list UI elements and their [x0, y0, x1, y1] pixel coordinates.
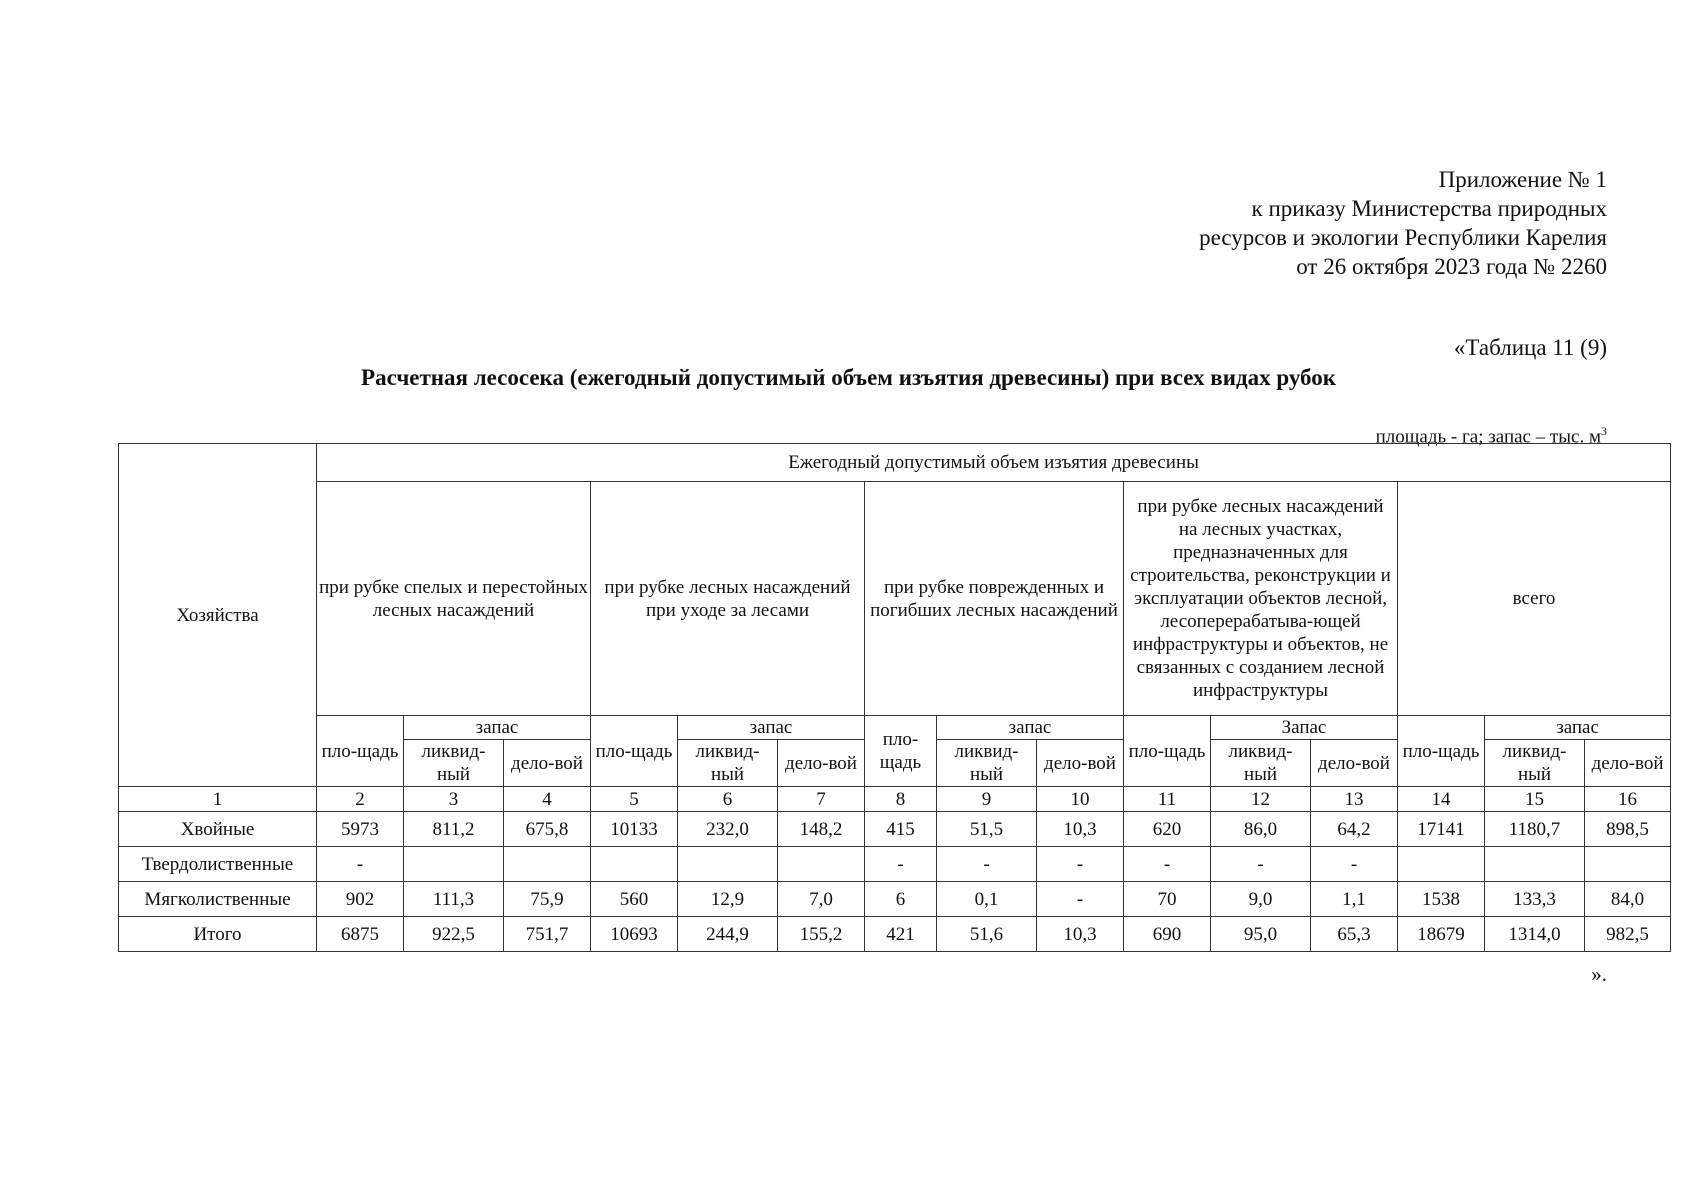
table-cell: [1398, 847, 1485, 882]
table-cell: 1314,0: [1485, 917, 1585, 952]
table-cell: 51,5: [937, 812, 1037, 847]
header-liquid: ликвид-ный: [1211, 740, 1311, 787]
table-cell: [504, 847, 591, 882]
header-area: пло-щадь: [1124, 716, 1211, 787]
column-number: 16: [1585, 787, 1671, 812]
header-liquid: ликвид-ный: [404, 740, 504, 787]
row-label: Хвойные: [119, 812, 317, 847]
header-area: пло-щадь: [1398, 716, 1485, 787]
table-cell: [678, 847, 778, 882]
table-cell: -: [865, 847, 937, 882]
table-cell: 0,1: [937, 882, 1037, 917]
column-number: 9: [937, 787, 1037, 812]
header-group-care: при рубке лесных насаждений при уходе за лесами: [591, 482, 865, 716]
table-row-softwoods: [119, 882, 1671, 917]
table-cell: [1585, 847, 1671, 882]
table-cell: 18679: [1398, 917, 1485, 952]
header-group-mature: при рубке спелых и перестойных лесных насаждений: [317, 482, 591, 716]
table-cell: 675,8: [504, 812, 591, 847]
table-cell: 620: [1124, 812, 1211, 847]
header-row-groups: [119, 482, 1671, 716]
column-number: 6: [678, 787, 778, 812]
column-number: 13: [1311, 787, 1398, 812]
harvest-table: [118, 443, 1671, 952]
table-cell: 65,3: [1311, 917, 1398, 952]
column-number: 12: [1211, 787, 1311, 812]
header-group-construction: при рубке лесных насаждений на лесных участках, предназначенных для строительства, реконструкции и эксплуатации объектов лесной, лесоперерабатыва-ющей инфраструктуры и объектов, не связанных с созданием лесной инфраструктуры: [1124, 482, 1398, 716]
table-cell: 415: [865, 812, 937, 847]
column-number: 1: [119, 787, 317, 812]
table-cell: 70: [1124, 882, 1211, 917]
table-cell: 51,6: [937, 917, 1037, 952]
appendix-block: [1199, 165, 1607, 281]
table-cell: 133,3: [1485, 882, 1585, 917]
units-superscript: 3: [1601, 424, 1607, 438]
table-cell: 1,1: [1311, 882, 1398, 917]
column-number: 11: [1124, 787, 1211, 812]
header-liquid: ликвид-ный: [1485, 740, 1585, 787]
appendix-line-2: к приказу Министерства природных: [1251, 196, 1607, 221]
table-cell: -: [1211, 847, 1311, 882]
row-label: Мягколиственные: [119, 882, 317, 917]
table-cell: -: [1124, 847, 1211, 882]
table-cell: 10693: [591, 917, 678, 952]
table-cell: 560: [591, 882, 678, 917]
table-cell: -: [1037, 882, 1124, 917]
table-row-total: [119, 917, 1671, 952]
table-cell: 1538: [1398, 882, 1485, 917]
header-farms: Хозяйства: [119, 444, 317, 787]
header-area: пло-щадь: [865, 716, 937, 787]
table-cell: 244,9: [678, 917, 778, 952]
table-cell: 1180,7: [1485, 812, 1585, 847]
table-cell: 17141: [1398, 812, 1485, 847]
table-row-conifers: [119, 812, 1671, 847]
appendix-line-1: Приложение № 1: [1438, 167, 1607, 192]
table-cell: 9,0: [1211, 882, 1311, 917]
table-cell: 982,5: [1585, 917, 1671, 952]
header-stock: запас: [1485, 716, 1671, 740]
table-cell: -: [317, 847, 404, 882]
table-cell: 64,2: [1311, 812, 1398, 847]
header-business: дело-вой: [1585, 740, 1671, 787]
row-label: Твердолиственные: [119, 847, 317, 882]
table-cell: [591, 847, 678, 882]
table-cell: 155,2: [778, 917, 865, 952]
header-group-damaged: при рубке поврежденных и погибших лесных насаждений: [865, 482, 1124, 716]
closing-quote: ».: [1591, 962, 1607, 986]
table-cell: 95,0: [1211, 917, 1311, 952]
table-cell: 898,5: [1585, 812, 1671, 847]
table-cell: [1485, 847, 1585, 882]
table-cell: 86,0: [1211, 812, 1311, 847]
table-cell: 690: [1124, 917, 1211, 952]
table-cell: 75,9: [504, 882, 591, 917]
header-liquid: ликвид-ный: [678, 740, 778, 787]
column-number: 7: [778, 787, 865, 812]
table-cell: [404, 847, 504, 882]
header-liquid: ликвид-ный: [937, 740, 1037, 787]
table-cell: 6875: [317, 917, 404, 952]
table-cell: 12,9: [678, 882, 778, 917]
units-text: площадь - га; запас – тыс. м: [1375, 426, 1601, 448]
table-cell: [778, 847, 865, 882]
header-stock: запас: [678, 716, 865, 740]
table-cell: 84,0: [1585, 882, 1671, 917]
table-cell: 148,2: [778, 812, 865, 847]
header-business: дело-вой: [504, 740, 591, 787]
table-cell: -: [937, 847, 1037, 882]
table-cell: 421: [865, 917, 937, 952]
header-stock: запас: [937, 716, 1124, 740]
document-title: Расчетная лесосека (ежегодный допустимый объем изъятия древесины) при всех видах рубок: [361, 365, 1336, 390]
header-annual-volume: Ежегодный допустимый объем изъятия древесины: [317, 444, 1671, 482]
header-stock: запас: [404, 716, 591, 740]
column-number: 4: [504, 787, 591, 812]
column-number: 3: [404, 787, 504, 812]
header-group-total: всего: [1398, 482, 1671, 716]
table-cell: 7,0: [778, 882, 865, 917]
table-cell: 232,0: [678, 812, 778, 847]
table-cell: -: [1037, 847, 1124, 882]
column-number: 15: [1485, 787, 1585, 812]
header-stock: Запас: [1211, 716, 1398, 740]
table-cell: 751,7: [504, 917, 591, 952]
header-business: дело-вой: [778, 740, 865, 787]
table-cell: 10,3: [1037, 917, 1124, 952]
header-business: дело-вой: [1037, 740, 1124, 787]
table-cell: 922,5: [404, 917, 504, 952]
appendix-line-4: от 26 октября 2023 года № 2260: [1296, 254, 1607, 279]
table-cell: 5973: [317, 812, 404, 847]
column-number: 2: [317, 787, 404, 812]
header-row-stock: [119, 716, 1671, 740]
column-number: 14: [1398, 787, 1485, 812]
table-cell: 10,3: [1037, 812, 1124, 847]
column-number: 10: [1037, 787, 1124, 812]
table-row-hardwoods: [119, 847, 1671, 882]
column-number: 5: [591, 787, 678, 812]
row-label: Итого: [119, 917, 317, 952]
header-area: пло-щадь: [317, 716, 404, 787]
table-cell: 6: [865, 882, 937, 917]
header-row-top: [119, 444, 1671, 482]
column-number-row: [119, 787, 1671, 812]
table-cell: 10133: [591, 812, 678, 847]
table-cell: 902: [317, 882, 404, 917]
table-number: «Таблица 11 (9): [1453, 335, 1607, 360]
appendix-line-3: ресурсов и экологии Республики Карелия: [1199, 225, 1607, 250]
table-cell: 111,3: [404, 882, 504, 917]
table-cell: -: [1311, 847, 1398, 882]
header-area: пло-щадь: [591, 716, 678, 787]
header-business: дело-вой: [1311, 740, 1398, 787]
table-cell: 811,2: [404, 812, 504, 847]
column-number: 8: [865, 787, 937, 812]
